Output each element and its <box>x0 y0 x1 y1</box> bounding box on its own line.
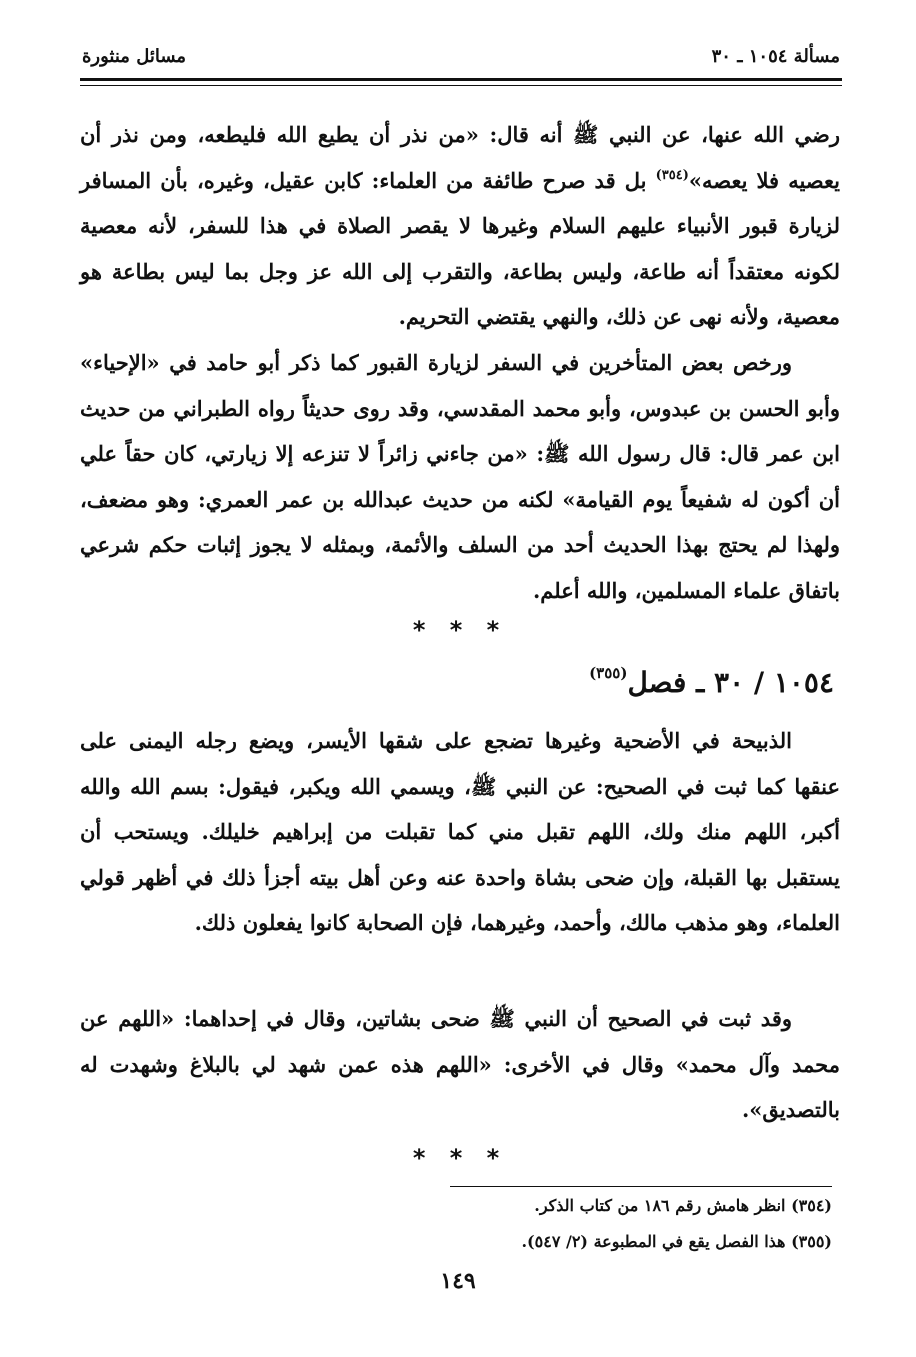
header-rule-thick <box>80 78 842 81</box>
paragraph-1 <box>80 112 840 340</box>
footnote-ref-355: (٣٥٥) <box>589 664 628 682</box>
paragraph-2: ورخص بعض المتأخرين في السفر لزيارة القبور كما ذكر أبو حامد في «الإحياء» وأبو الحسن بن عبدوس، وأبو محمد المقدسي، وقد روى حديثاً رواه الطبراني من حديث ابن عمر قال: قال رسول الله ﷺ: «من جاءني زائراً لا تنزعه إلا زيارتي، كان حقاً علي أن أكون له شفيعاً يوم القيامة» لكنه من حديث عبدالله بن عمر العمري: وهو مضعف، ولهذا لم يحتج بهذا الحديث أحد من السلف والأئمة، وبمثله لا يجوز إثبات حكم شرعي باتفاق علماء المسلمين، والله أعلم. <box>80 350 840 603</box>
paragraph-4: وقد ثبت في الصحيح أن النبي ﷺ ضحى بشاتين، وقال في إحداهما: «اللهم عن محمد وآل محمد» وقال في الأخرى: «اللهم هذه عمن شهد لي بالبلاغ وشهدت له بالتصديق». <box>80 1006 840 1122</box>
section-separator: * * * <box>412 616 508 644</box>
paragraph-1-text-b: بل قد صرح طائفة من العلماء: كابن عقيل، وغيره، بأن المسافر لزيارة قبور الأنبياء عليهم السلام وغيرها لا يقصر الصلاة في هذا للسفر، لأنه معصية لكونه معتقداً أنه طاعة، وليس بطاعة، والتقرب إلى الله عز وجل بما ليس بطاعة هو معصية، ولأنه نهى عن ذلك، والنهي يقتضي التحريم. <box>80 167 840 329</box>
section-heading <box>589 664 834 699</box>
header-book-title: مسائل منثورة <box>82 46 187 67</box>
section-separator-end: * * * <box>412 1144 508 1172</box>
paragraph-1-text-a: رضي الله عنها، عن النبي ﷺ أنه قال: «من نذر أن يطيع الله فليطعه، ومن نذر أن يعصيه فلا يعصه» <box>80 122 840 193</box>
section-heading-text: ١٠٥٤ / ٣٠ ـ فصل <box>627 666 834 699</box>
header-issue-number: مسألة ١٠٥٤ ـ ٣٠ <box>711 46 840 67</box>
page-number: ١٤٩ <box>440 1268 476 1294</box>
header-rule-thin <box>80 85 842 86</box>
running-header <box>82 42 840 74</box>
footnote-ref-354: (٣٥٤) <box>655 167 689 183</box>
footnote-355: (٣٥٥) هذا الفصل يقع في المطبوعة (٢/ ٥٤٧). <box>521 1232 832 1251</box>
footnote-rule <box>450 1186 832 1187</box>
paragraph-3: الذبيحة في الأضحية وغيرها تضجع على شقها الأيسر، ويضع رجله اليمنى على عنقها كما ثبت في الصحيح: عن النبي ﷺ، ويسمي الله ويكبر، فيقول: بسم الله والله أكبر، اللهم منك ولك، اللهم تقبل مني كما تقبلت من إبراهيم خليلك. ويستحب أن يستقبل بها القبلة، وإن ضحى بشاة واحدة عنه وعن أهل بيته أجزأ ذلك في أظهر قولي العلماء، وهو مذهب مالك، وأحمد، وغيرهما، فإن الصحابة كانوا يفعلون ذلك. <box>80 728 840 935</box>
footnote-354: (٣٥٤) انظر هامش رقم ١٨٦ من كتاب الذكر. <box>534 1196 832 1215</box>
